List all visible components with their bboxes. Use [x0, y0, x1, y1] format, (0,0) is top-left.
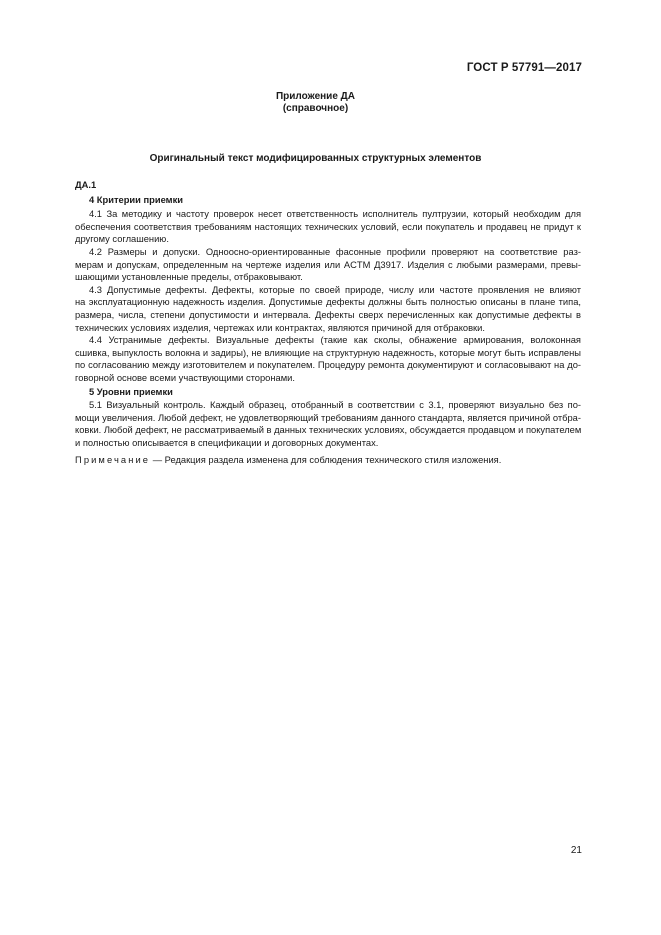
paragraph-line: шающими установленные пределы, отбраковывают. — [75, 272, 303, 283]
paragraph-line: мерам и допускам, определенным на чертеже изделия или ACTM Д3917. Изделия с любыми размерами, превы- — [75, 259, 581, 270]
section-4-heading: 4 Критерии приемки — [89, 194, 184, 205]
note-text: — Редакция раздела изменена для соблюдения технического стиля изложения. — [150, 455, 502, 466]
annex-header — [0, 91, 631, 115]
annex-heading: Оригинальный текст модифицированных структурных элементов — [149, 153, 482, 164]
note — [75, 454, 581, 467]
paragraph-line: сшивка, выпуклость волокна и задиры), не влияющие на структурную надежность, которые могут быть исправлены — [75, 347, 581, 358]
note-label: Примечание — [75, 455, 151, 466]
paragraph-line: обеспечения соответствия требованиям настоящих технических условий, если покупатель и продавец не придут к — [75, 221, 581, 232]
document-body — [75, 179, 581, 467]
paragraph-line: 5.1 Визуальный контроль. Каждый образец, отобранный в соответствии с 3.1, проверяют визуально без по- — [89, 400, 581, 411]
paragraph-4-4 — [75, 334, 581, 384]
paragraph-line: 4.1 За методику и частоту проверок несет ответственность исполнитель пултрузии, который необходим для — [89, 209, 581, 220]
paragraph-line: говорной основе всеми участвующими сторонами. — [75, 372, 295, 383]
paragraph-line: мощи увеличения. Любой дефект, не удовлетворяющий требованиям данного стандарта, является причиной отбра- — [75, 412, 581, 423]
paragraph-line: 4.2 Размеры и допуски. Одноосно-ориентированные фасонные профили проверяют на соответствие раз- — [89, 246, 581, 257]
paragraph-4-1 — [75, 208, 581, 246]
section-label: ДА.1 — [75, 180, 97, 190]
paragraph-line: по согласованию между изготовителем и покупателем. Процедуру ремонта документируют и согласовывают на до- — [75, 360, 581, 371]
paragraph-line: на эксплуатационную надежность изделия. Допустимые дефекты должны быть полностью описаны в плане типа, — [75, 297, 581, 308]
paragraph-line: технических условиях изделия, чертежах или контрактах, являются причиной для отбраковки. — [75, 322, 485, 333]
annex-title: Приложение ДА — [275, 91, 356, 102]
paragraph-line: размера, числа, степени допустимости и интервала. Дефекты сверх перечисленных как допустимые дефекты в — [75, 309, 581, 320]
annex-status: (справочное) — [282, 103, 349, 114]
paragraph-line: ковки. Любой дефект, не рассматриваемый в данных технических условиях, обсуждается продавцом и покупателем — [75, 425, 582, 436]
page-number: 21 — [570, 845, 582, 856]
paragraph-line: 4.4 Устранимые дефекты. Визуальные дефекты (такие как сколы, обнажение армирования, волоконная — [89, 335, 581, 346]
paragraph-line: 4.3 Допустимые дефекты. Дефекты, которые по своей природе, числу или частоте проявления не влияют — [89, 284, 581, 295]
paragraph-4-3 — [75, 284, 581, 334]
paragraph-4-2 — [75, 246, 581, 284]
paragraph-5-1 — [75, 399, 581, 449]
paragraph-line: другому соглашению. — [75, 234, 169, 245]
section-5-heading: 5 Уровни приемки — [89, 386, 173, 397]
document-id: ГОСТ Р 57791—2017 — [466, 62, 582, 74]
paragraph-line: и полностью описывается в спецификации и договорных документах. — [75, 437, 379, 448]
